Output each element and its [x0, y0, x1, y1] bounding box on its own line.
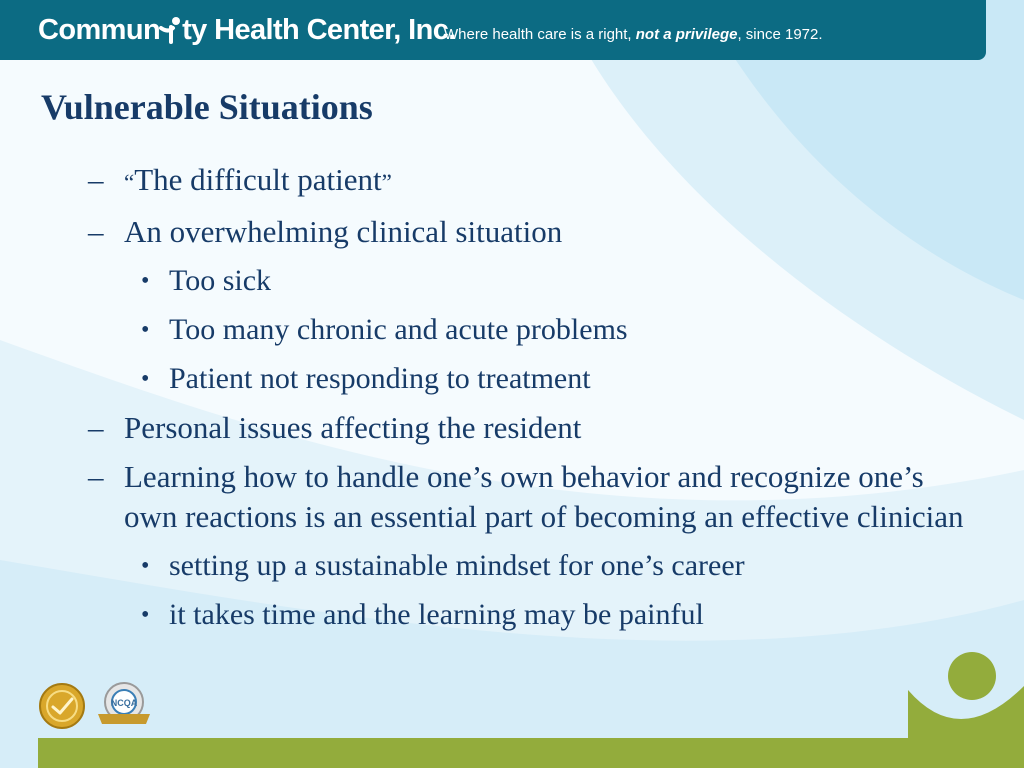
person-figure-icon — [900, 640, 1024, 738]
tagline-start: Where health care is a right, — [444, 26, 636, 43]
dot-bullet: • — [141, 268, 150, 294]
dash-bullet: – — [88, 162, 104, 197]
sub-list-item — [88, 595, 968, 635]
logo-text-part1: Commun — [38, 14, 161, 46]
dash-bullet: – — [88, 459, 104, 494]
open-quote: “ — [124, 170, 135, 195]
dash-bullet: – — [88, 410, 104, 445]
list-item-text: Learning how to handle one’s own behavior and recognize one’s own reactions is an essential part of becoming an effective clinician — [124, 459, 964, 534]
list-item-text: The difficult patient — [134, 162, 382, 197]
footer-bar — [38, 738, 1024, 768]
list-item — [88, 160, 968, 203]
dash-bullet: – — [88, 214, 104, 249]
logo-text-part2: ty Health Center, Inc. — [182, 14, 456, 46]
header-banner — [0, 0, 986, 60]
sub-list-item — [88, 359, 968, 399]
list-item-text: Too sick — [169, 264, 272, 297]
ncqa-badge-label: NCQA — [110, 698, 138, 708]
close-quote: ” — [381, 170, 392, 195]
dot-bullet: • — [141, 553, 150, 579]
dot-bullet: • — [141, 602, 150, 628]
list-item — [88, 212, 968, 252]
tagline — [444, 26, 823, 43]
list-item-text: setting up a sustainable mindset for one’s career — [169, 549, 745, 582]
sub-list-item — [88, 261, 968, 301]
person-figure-icon — [159, 16, 183, 44]
sub-list-item — [88, 310, 968, 350]
organization-logo — [38, 14, 456, 47]
list-item — [88, 408, 968, 448]
gold-seal-icon — [38, 682, 86, 730]
tagline-emphasis: not a privilege — [635, 26, 738, 43]
slide-title: Vulnerable Situations — [41, 87, 373, 127]
list-item-text: it takes time and the learning may be painful — [169, 598, 704, 631]
list-item — [88, 457, 968, 537]
bullet-list — [88, 160, 968, 635]
list-item-text: An overwhelming clinical situation — [124, 214, 563, 249]
list-item-text: Personal issues affecting the resident — [124, 410, 582, 445]
dot-bullet: • — [141, 317, 150, 343]
tagline-end: , since 1972. — [737, 26, 823, 43]
list-item-text: Patient not responding to treatment — [169, 362, 591, 395]
sub-list-item — [88, 546, 968, 586]
dot-bullet: • — [141, 366, 150, 392]
list-item-text: Too many chronic and acute problems — [169, 313, 628, 346]
ncqa-badge-icon — [94, 680, 154, 730]
